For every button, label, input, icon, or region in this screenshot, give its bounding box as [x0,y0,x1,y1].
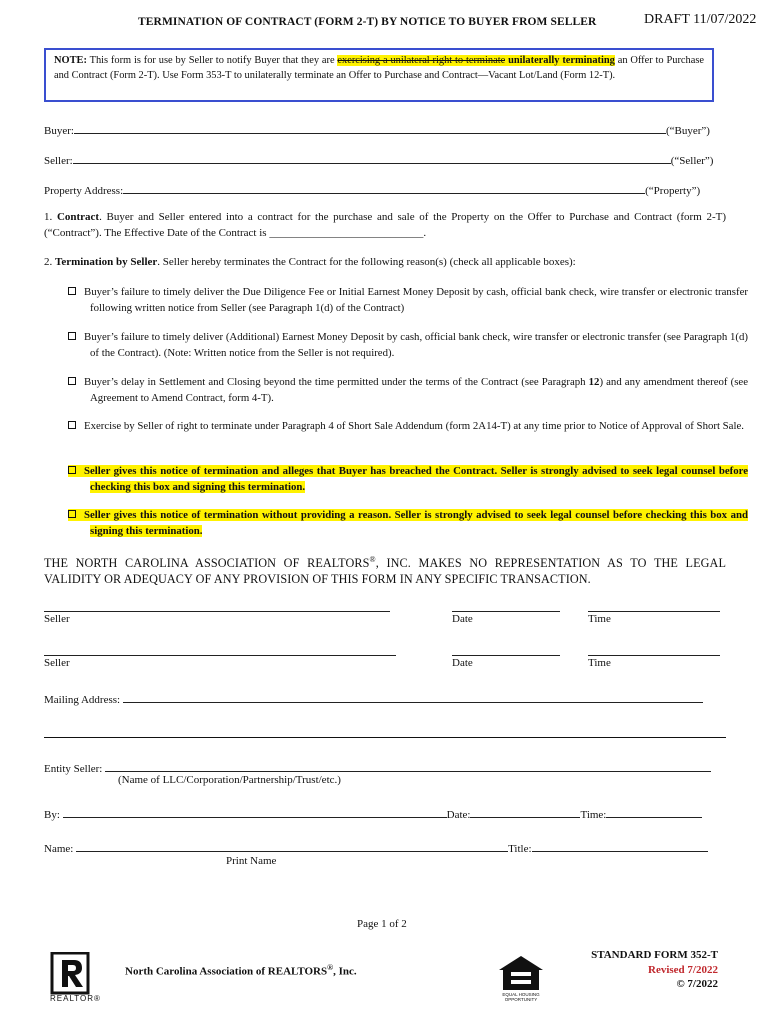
mailing-label: Mailing Address: [44,694,121,706]
copyright: © 7/2022 [676,978,718,990]
checkbox-option-3[interactable] [68,377,76,385]
property-label: Property Address: [44,185,124,197]
by-field[interactable] [63,806,447,818]
buyer-row [44,122,710,137]
buyer-label: Buyer: [44,125,74,137]
association-text: North Carolina Association of REALTORS [125,965,328,978]
checkbox-option-5[interactable] [68,466,76,474]
form-number: STANDARD FORM 352-T [591,949,718,961]
section-1-text: . Buyer and Seller entered into a contract for the purchase and sale of the Property on the Offer to Purchase and Contract (form 2-T) (“Contract”). The Effective Date of the Contract is [44,211,726,239]
buyer-field[interactable] [74,122,666,134]
name-row [44,840,708,855]
option-due-diligence [68,285,748,316]
effective-date-field[interactable]: ____________________________ [269,226,424,239]
seller-2-label: Seller [44,657,70,669]
entity-seller-field[interactable] [105,760,711,772]
revised-date: Revised 7/2022 [648,963,718,976]
option-settlement-delay [68,375,748,406]
option-3-text-a: Buyer’s delay in Settlement and Closing beyond the time permitted under the terms of the Contract (see Paragraph [84,376,589,388]
checkbox-option-2[interactable] [68,332,76,340]
seller-row [44,152,713,167]
seller-1-signature-line[interactable] [44,610,390,612]
by-date-field[interactable] [470,806,580,818]
entity-caption: (Name of LLC/Corporation/Partnership/Trust/etc.) [118,774,341,786]
section-2-heading: Termination by Seller [55,256,158,268]
option-4-text: Exercise by Seller of right to terminate under Paragraph 4 of Short Sale Addendum (form 2A14-T) at any time prior to Notice of Approval of Short Sale. [84,420,744,432]
name-label: Name: [44,843,74,855]
association-reg: ® [327,963,334,972]
by-label: By: [44,809,60,821]
section-2-text: . Seller hereby terminates the Contract for the following reason(s) (check all applicable boxes): [157,256,576,268]
disclaimer-text-a: THE NORTH CAROLINA ASSOCIATION OF REALTORS [44,556,370,571]
option-no-reason [68,508,748,539]
property-suffix: (“Property”) [645,185,701,197]
option-6-text: Seller gives this notice of termination without providing a reason. Seller is strongly advised to seek legal counsel before checking this box and signing this termination. [84,509,748,537]
mailing-address-line-2[interactable] [44,737,726,738]
note-box [44,48,714,102]
seller-2-date-label: Date [452,657,473,669]
seller-field[interactable] [73,152,671,164]
by-date-label: Date: [446,809,471,821]
by-row [44,806,702,821]
checkbox-option-6[interactable] [68,510,76,518]
option-5-text: Seller gives this notice of termination and alleges that Buyer has breached the Contract. Seller is strongly advised to seek legal counsel before checking this box and signing this termination. [84,465,748,493]
section-1 [44,210,726,241]
draft-stamp: DRAFT 11/07/2022 [644,12,757,27]
equal-housing-label: EQUAL HOUSING OPPORTUNITY [502,992,540,1002]
note-strikethrough: exercising a unilateral right to terminate [337,55,506,66]
option-short-sale [68,419,748,435]
note-inserted: unilaterally terminating [505,55,615,66]
option-2-text: Buyer’s failure to timely deliver (Additional) Earnest Money Deposit by cash, official bank check, wire transfer or electronic transfer (see Paragraph 1(d) of the Contract). (Note: Written notice from the Seller is not required). [84,331,748,359]
form-title: TERMINATION OF CONTRACT (FORM 2-T) BY NOTICE TO BUYER FROM SELLER [138,16,597,28]
property-field[interactable] [123,182,645,194]
name-field[interactable] [76,840,508,852]
by-time-field[interactable] [606,806,702,818]
entity-label: Entity Seller: [44,763,103,775]
checkbox-option-4[interactable] [68,421,76,429]
section-1-end: . [423,226,427,239]
title-field[interactable] [532,840,708,852]
seller-2-time-line[interactable] [588,654,720,656]
option-1-text: Buyer’s failure to timely deliver the Due Diligence Fee or Initial Earnest Money Deposit by cash, official bank check, wire transfer or electronic transfer following written notice from Seller (see Paragraph 1(d) of the Contract) [84,286,748,314]
equal-housing-logo [497,954,545,1006]
association-inc: , Inc. [333,965,357,978]
seller-1-time-line[interactable] [588,610,720,612]
title-label: Title: [508,843,532,855]
seller-2-date-line[interactable] [452,654,560,656]
option-3-bold: 12 [588,376,600,388]
section-1-heading: Contract [56,211,100,223]
print-name-caption: Print Name [226,855,277,867]
note-label: NOTE: [54,55,87,66]
disclaimer-reg: ® [369,555,376,564]
seller-label: Seller: [44,155,73,167]
option-additional-emd [68,330,748,361]
page-number: Page 1 of 2 [357,918,407,930]
seller-2-time-label: Time [588,657,611,669]
buyer-suffix: (“Buyer”) [665,125,710,137]
option-breach [68,464,748,495]
entity-row [44,760,711,775]
by-time-label: Time: [580,809,607,821]
disclaimer [44,552,726,587]
section-2 [44,255,726,271]
seller-2-signature-line[interactable] [44,654,396,656]
form-id-block [560,948,718,992]
equal-housing-icon [497,954,545,994]
realtor-logo-label: REALTOR® [50,994,101,1003]
seller-1-label: Seller [44,613,70,625]
seller-1-date-label: Date [452,613,473,625]
section-1-number: 1. [44,211,57,223]
seller-1-date-line[interactable] [452,610,560,612]
checkbox-option-1[interactable] [68,287,76,295]
mailing-row [44,691,703,706]
note-text-2: an Offer to Purchase and Contract (Form 2-T). Use Form 353-T to unilaterally terminate an Offer to Purchase and Contract—Vacant Lot/Land (Form 12-T). [54,55,704,81]
seller-1-time-label: Time [588,613,611,625]
realtor-logo [50,952,101,1008]
property-row [44,182,700,197]
note-text-1: This form is for use by Seller to notify Buyer that they are [86,55,338,66]
disclaimer-text-b: , INC. MAKES NO REPRESENTATION AS TO THE LEGAL VALIDITY OR ADEQUACY OF ANY PROVISION OF THIS FORM IN ANY SPECIFIC TRANSACTION. [44,556,726,586]
section-2-number: 2. [44,256,55,268]
option-3-text-b: ) and any amendment thereof (see Agreement to Amend Contract, form 4-T). [90,376,749,404]
mailing-address-field[interactable] [123,691,703,703]
seller-suffix: (“Seller”) [670,155,714,167]
association-name [125,963,357,978]
